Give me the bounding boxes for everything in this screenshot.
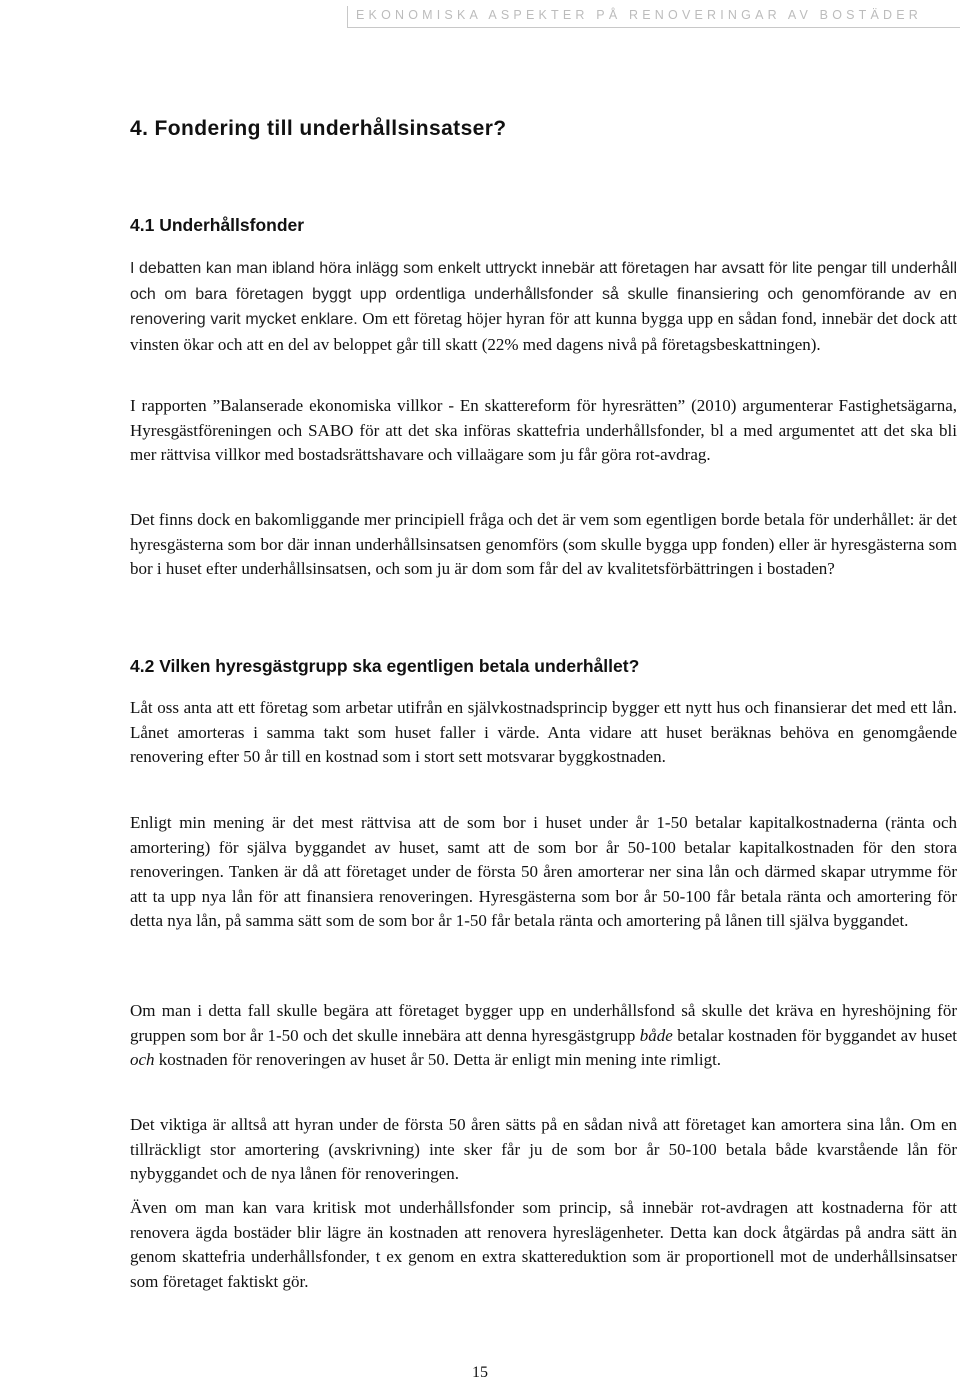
- paragraph: Låt oss anta att ett företag som arbetar utifrån en självkostnadsprincip bygger ett nytt hus och finansierar det med ett lån. Lånet amorteras i samma takt som huset faller i värde. Anta vidare att huset beräknas behöva en genomgående renovering efter 50 år till en kostnad som i stort sett motsvarar byggkostnaden.: [130, 698, 957, 766]
- page-number: 15: [472, 1364, 488, 1381]
- paragraph: Även om man kan vara kritisk mot underhållsfonder som princip, så innebär rot-avdragen att kostnaderna för att renovera ägda bostäder blir lägre än kostnaden att renovera hyreslägenheter. Detta kan dock åtgärdas på andra sätt än genom skattefria underhållsfonder, t ex genom en extra skattereduktion som är proportionell mot de underhållsinsatser som företaget faktiskt gör.: [130, 1198, 957, 1291]
- paragraph-run: betalar kostnaden för byggandet av huset: [672, 1025, 957, 1045]
- running-header: EKONOMISKA ASPEKTER PÅ RENOVERINGAR AV BOSTÄDER: [347, 6, 960, 28]
- paragraph-run: kostnaden för renoveringen av huset år 50. Detta är enligt min mening inte rimligt.: [154, 1050, 722, 1069]
- paragraph-run: Om man i detta fall skulle begära att företaget bygger upp en underhållsfond så skulle det kräva en hyreshöjning för gruppen som bor år 1-50 och det skulle innebära att denna hyresgästgrupp: [130, 1001, 957, 1045]
- paragraph: I rapporten ”Balanserade ekonomiska villkor - En skattereform för hyresrätten” (2010) argumenterar Fastighetsägarna, Hyresgästföreningen och SABO för att det ska införas skattefria underhållsfonder, bl a med argumentet att det ska bli mer rättvisa villkor med bostadsrättshavare och villaägare som ju får göra rot-avdrag.: [130, 396, 957, 464]
- paragraph: Det finns dock en bakomliggande mer principiell fråga och det är vem som egentligen borde betala för underhållet: är det hyresgästerna som bor där innan underhållsinsatsen genomförs (som skulle bygga upp fonden) eller är hyresgästerna som bor i huset efter underhållsinsatsen, och som ju är dom som får del av kvalitetsförbättringen i bostaden?: [130, 510, 957, 578]
- emphasis: och: [130, 1050, 155, 1069]
- section-heading-4-1: 4.1 Underhållsfonder: [130, 215, 305, 235]
- paragraph-sans-run: I debatten kan man ibland höra inlägg som enkelt uttryckt innebär att företagen har avsatt för lite pengar till underhåll och om bara företagen byggt upp ordentliga underhållsfonder så skulle finansiering och genomförande av en renovering varit mycket enklare.: [130, 260, 957, 328]
- chapter-heading: 4. Fondering till underhållsinsatser?: [130, 117, 507, 140]
- paragraph: Det viktiga är alltså att hyran under de första 50 åren sätts på en sådan nivå att företaget kan amortera sina lån. Om en tillräckligt stor amortering (avskrivning) inte sker får ju de som bor år 50-100 betala både kvarstående lån för nybyggandet och de nya lånen för renoveringen.: [130, 1115, 957, 1183]
- paragraph: [130, 999, 957, 1073]
- paragraph: [130, 256, 957, 357]
- paragraph: Enligt min mening är det mest rättvisa att de som bor i huset under år 1-50 betalar kapitalkostnaderna (ränta och amortering) för själva byggandet av huset, samt att de som bor år 50-100 betalar kapitalkostnaden för den stora renoveringen. Tanken är då att företaget under de första 50 åren amorterar ner sina lån och därmed skapar utrymme för att ta upp nya lån för att finansiera renoveringen. Hyresgästerna som bor år 50-100 får betala ränta och amortering för detta nya lån, på samma sätt som de som bor år 1-50 får betala ränta och amortering på lånen till själva byggandet.: [130, 813, 957, 930]
- section-heading-4-2: 4.2 Vilken hyresgästgrupp ska egentligen betala underhållet?: [130, 656, 640, 676]
- paragraph-serif-run: Om ett företag höjer hyran för att kunna bygga upp en sådan fond, innebär det dock att vinsten ökar och att en del av beloppet går till skatt (22% med dagens nivå på företagsbeskattningen).: [130, 309, 957, 354]
- emphasis: både: [639, 1025, 673, 1045]
